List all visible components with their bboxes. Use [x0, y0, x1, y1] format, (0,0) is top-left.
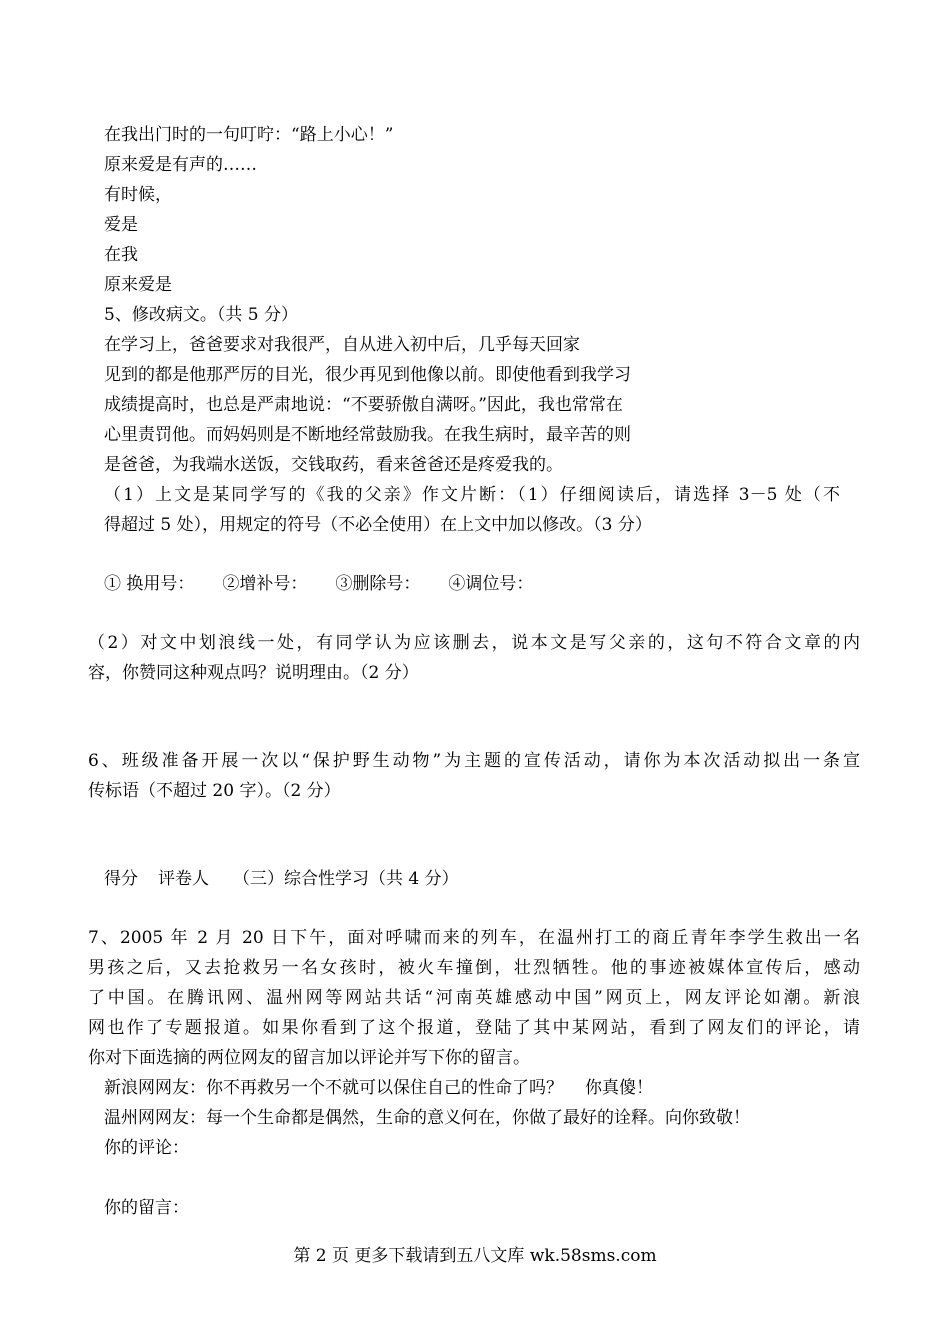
poem-line-6: 原来爱是	[104, 275, 172, 295]
q5-sub2-line-1: （2）对文中划浪线一处，有同学认为应该删去，说本文是写父亲的，这句不符合文章的内	[88, 633, 860, 653]
symbol-replace: ① 换用号：	[104, 574, 195, 594]
page-footer: 第 2 页 更多下载请到五八文库 wk.58sms.com	[293, 1246, 657, 1266]
symbol-delete: ③删除号：	[335, 574, 421, 594]
q6-line-2: 传标语（不超过 20 字）。（2 分）	[88, 781, 341, 801]
netizen-comment-sina	[104, 1077, 653, 1099]
section3-title: （三）综合性学习（共 4 分）	[233, 869, 459, 889]
grader-label: 评卷人	[158, 869, 209, 889]
q5-passage-line-1: 在学习上，爸爸要求对我很严，自从进入初中后，几乎每天回家	[104, 335, 580, 355]
symbol-insert: ②增补号：	[222, 574, 308, 594]
q5-passage-line-2: 见到的都是他那严厉的目光，很少再见到他像以前。即使他看到我学习	[104, 365, 631, 385]
q5-passage-line-3: 成绩提高时，也总是严肃地说：“不要骄傲自满呀。”因此，我也常常在	[104, 395, 623, 415]
q7-line-3: 了中国。在腾讯网、温州网等网站共话“河南英雄感动中国”网页上，网友评论如潮。新浪	[88, 988, 860, 1008]
sina-comment-tail: 你真傻！	[585, 1078, 653, 1098]
section3-heading	[104, 868, 459, 890]
symbol-reorder: ④调位号：	[448, 574, 534, 594]
q5-sub1-line-1: （1）上文是某同学写的《我的父亲》作文片断：（1）仔细阅读后，请选择 3－5 处（不	[104, 485, 840, 505]
poem-line-1: 在我出门时的一句叮咛：“路上小心！”	[104, 125, 394, 145]
q7-line-1: 7、2005 年 2 月 20 日下午，面对呼啸而来的列车，在温州打工的商丘青年李学生救出一名	[88, 928, 860, 948]
score-label: 得分	[104, 869, 138, 889]
poem-line-2: 原来爱是有声的……	[104, 155, 257, 175]
q5-sub1-line-2: 得超过 5 处），用规定的符号（不必全使用）在上文中加以修改。（3 分）	[104, 515, 652, 535]
q7-line-2: 男孩之后，又去抢救另一名女孩时，被火车撞倒，壮烈牺牲。他的事迹被媒体宣传后，感动	[88, 958, 860, 978]
q6-line-1: 6、班级准备开展一次以“保护野生动物”为主题的宣传活动，请你为本次活动拟出一条宣	[88, 751, 860, 771]
poem-line-5: 在我	[104, 245, 138, 265]
q5-symbol-list	[104, 573, 533, 595]
q5-sub2-line-2: 容，你赞同这种观点吗？说明理由。（2 分）	[88, 663, 419, 683]
q5-title: 5、修改病文。（共 5 分）	[104, 305, 298, 325]
poem-line-3: 有时候，	[104, 185, 172, 205]
q7-line-5: 你对下面选摘的两位网友的留言加以评论并写下你的留言。	[88, 1048, 530, 1068]
your-message-label: 你的留言：	[104, 1198, 189, 1218]
sina-comment-text: 新浪网网友：你不再救另一个不就可以保住自己的性命了吗？	[104, 1078, 563, 1098]
q7-line-4: 网也作了专题报道。如果你看到了这个报道，登陆了其中某网站，看到了网友们的评论，请	[88, 1018, 860, 1038]
your-comment-label: 你的评论：	[104, 1138, 189, 1158]
q5-passage-line-5: 是爸爸，为我端水送饭，交钱取药，看来爸爸还是疼爱我的。	[104, 455, 563, 475]
q5-passage-line-4: 心里责罚他。而妈妈则是不断地经常鼓励我。在我生病时，最辛苦的则	[104, 425, 631, 445]
poem-line-4: 爱是	[104, 215, 138, 235]
netizen-comment-wenzhou: 温州网网友：每一个生命都是偶然，生命的意义何在，你做了最好的诠释。向你致敬！	[104, 1108, 750, 1128]
